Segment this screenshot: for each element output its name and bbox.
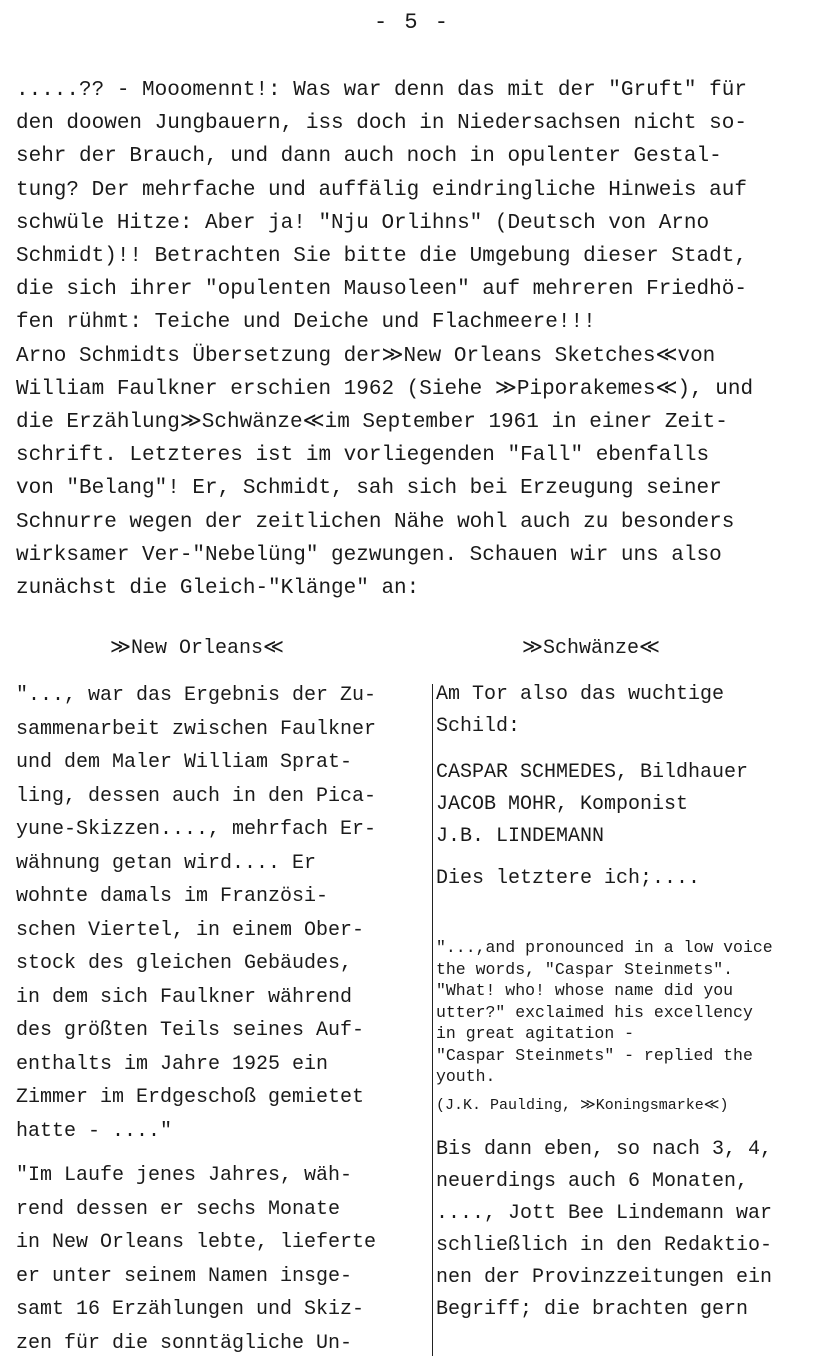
text-line: "..., war das Ergebnis der Zu- xyxy=(16,684,377,707)
text-line: samt 16 Erzählungen und Skiz- xyxy=(16,1298,365,1321)
text-line: in New Orleans lebte, lieferte xyxy=(16,1231,377,1254)
text-line: des größten Teils seines Auf- xyxy=(16,1019,365,1042)
text-line: stock des gleichen Gebäudes, xyxy=(16,952,353,975)
intro-line: wirksamer Ver-"Nebelüng" gezwungen. Schauen wir uns also xyxy=(16,543,722,567)
text-line: in great agitation - xyxy=(436,1024,635,1043)
left-column xyxy=(16,679,426,1360)
intro-line: schwüle Hitze: Aber ja! "Nju Orlihns" (Deutsch von Arno xyxy=(16,211,710,235)
quote-citation xyxy=(436,1096,820,1116)
text-line: rend dessen er sechs Monate xyxy=(16,1197,341,1221)
page-number: - 5 - xyxy=(373,10,450,35)
right-intro xyxy=(436,679,820,743)
sign-names xyxy=(436,757,820,853)
intro-line: fen rühmt: Teiche und Deiche und Flachmeere!!! xyxy=(16,311,596,335)
text-line: utter?" exclaimed his excellency xyxy=(436,1002,753,1022)
intro-line: sehr der Brauch, und dann auch noch in opulenter Gestal- xyxy=(16,145,722,169)
text-line: youth. xyxy=(436,1067,496,1086)
text-line: wähnung getan wird.... Er xyxy=(16,851,317,875)
intro-line: tung? Der mehrfache und auffälig eindringliche Hinweis auf xyxy=(16,178,747,202)
text-line: Bis dann eben, so nach 3, 4, xyxy=(436,1137,773,1161)
left-column-heading: ≫New Orleans≪ xyxy=(110,637,284,660)
citation-text: (J.K. Paulding, ≫Koningsmarke≪) xyxy=(436,1096,729,1114)
text-line: neuerdings auch 6 Monaten, xyxy=(436,1169,749,1193)
text-line: wohnte damals im Französi- xyxy=(16,885,329,908)
text-line: in dem sich Faulkner während xyxy=(16,985,353,1009)
text-line: CASPAR SCHMEDES, Bildhauer xyxy=(436,761,749,784)
text-line: Schild: xyxy=(436,715,521,738)
intro-paragraph xyxy=(16,74,816,605)
right-quote-2 xyxy=(436,1134,820,1326)
intro-line: Schmidt)!! Betrachten Sie bitte die Umgebung dieser Stadt, xyxy=(16,245,747,269)
intro-line: von "Belang"! Er, Schmidt, sah sich bei Erzeugung seiner xyxy=(16,477,722,501)
text-line: schen Viertel, in einem Ober- xyxy=(16,918,365,942)
text-line: J.B. LINDEMANN xyxy=(436,825,605,848)
text-line: sammenarbeit zwischen Faulkner xyxy=(16,717,377,741)
left-quote-1 xyxy=(16,679,426,1148)
text-line: Am Tor also das wuchtige xyxy=(436,683,725,706)
text-line: ...., Jott Bee Lindemann war xyxy=(436,1201,773,1225)
text-line: Zimmer im Erdgeschoß gemietet xyxy=(16,1086,365,1109)
intro-line: .....?? - Mooomennt!: Was war denn das mit der "Gruft" für xyxy=(16,79,747,102)
intro-line: Arno Schmidts Übersetzung der≫New Orleans Sketches≪von xyxy=(16,344,716,368)
english-quote xyxy=(436,937,820,1088)
text-line: "Caspar Steinmets" - replied the xyxy=(436,1045,753,1065)
text-line: er unter seinem Namen insge- xyxy=(16,1264,353,1288)
column-divider xyxy=(432,684,433,1356)
text-line: yune-Skizzen...., mehrfach Er- xyxy=(16,818,377,841)
text-line: "Im Laufe jenes Jahres, wäh- xyxy=(16,1164,353,1187)
intro-line: die Erzählung≫Schwänze≪im September 1961 in einer Zeit- xyxy=(16,411,728,435)
text-line: und dem Maler William Sprat- xyxy=(16,751,353,774)
text-line: hatte - ...." xyxy=(16,1119,173,1143)
text-line: nen der Provinzzeitungen ein xyxy=(436,1265,773,1289)
intro-line: den doowen Jungbauern, iss doch in Niedersachsen nicht so- xyxy=(16,112,747,136)
left-quote-2 xyxy=(16,1159,426,1360)
text-line: ling, dessen auch in den Pica- xyxy=(16,784,377,808)
text-line: zen für die sonntägliche Un- xyxy=(16,1331,353,1355)
intro-line: William Faulkner erschien 1962 (Siehe ≫Piporakemes≪), und xyxy=(16,377,754,401)
intro-line: die sich ihrer "opulenten Mausoleen" auf mehreren Friedhö- xyxy=(16,278,747,302)
text-line: enthalts im Jahre 1925 ein xyxy=(16,1052,329,1076)
right-column xyxy=(436,679,820,1326)
text-line: Begriff; die brachten gern xyxy=(436,1297,749,1321)
intro-line: Schnurre wegen der zeitlichen Nähe wohl auch zu besonders xyxy=(16,510,735,534)
text-line: the words, "Caspar Steinmets". xyxy=(436,959,734,979)
intro-line: zunächst die Gleich-"Klänge" an: xyxy=(16,577,420,601)
text-line: JACOB MOHR, Komponist xyxy=(436,793,689,816)
text-line: schließlich in den Redaktio- xyxy=(436,1233,773,1257)
right-column-heading: ≫Schwänze≪ xyxy=(522,637,660,660)
text-line: "What! who! whose name did you xyxy=(436,981,734,1000)
intro-line: schrift. Letzteres ist im vorliegenden "Fall" ebenfalls xyxy=(16,444,710,468)
text-line: "...,and pronounced in a low voice xyxy=(436,938,773,957)
right-after-text: Dies letztere ich;.... xyxy=(436,867,701,890)
